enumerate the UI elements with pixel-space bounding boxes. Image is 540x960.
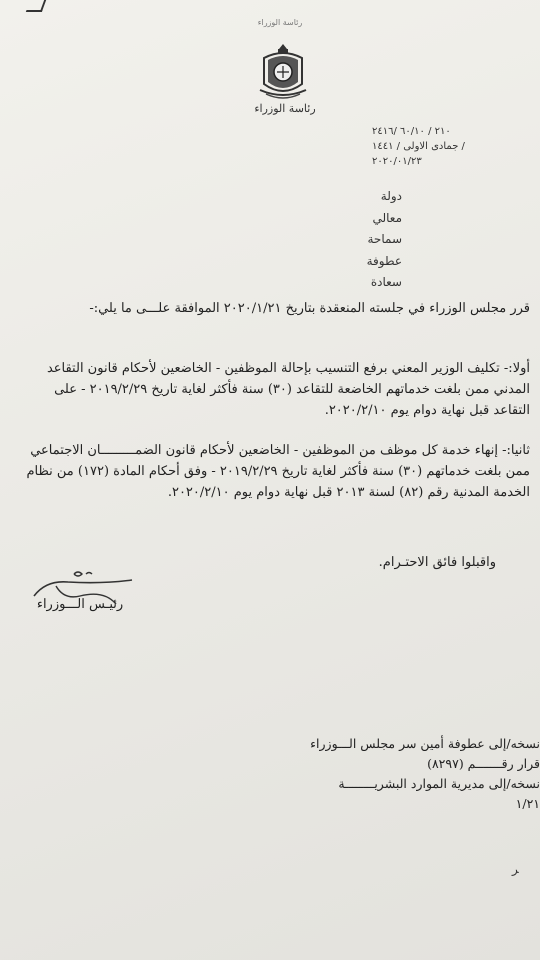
cc-line: قرار رقـــــــم (٨٢٩٧) (427, 756, 540, 771)
cc-line: ١/٢١ (515, 796, 540, 811)
coat-of-arms-icon (256, 40, 310, 102)
addressee-item: سماحة (367, 232, 402, 246)
signatory-title: رئيـس الـــوزراء (36, 597, 124, 612)
handwritten-mark: ﺮ (512, 862, 519, 876)
letterhead-top-text: رئاسة الوزراء (257, 18, 303, 27)
addressee-item: عطوفة (366, 253, 402, 268)
reference-number: ٢١٠ / ٦٠/١٠ /٢٤١٦ (372, 126, 451, 137)
copies-block (240, 734, 540, 814)
item-one-paragraph: أولا:- تكليف الوزير المعني برفع التنسيب بإحالة الموظفين - الخاضعين لأحكام قانون التقاعد المدني ممن بلغت خدماتهم الخاضعة للتقاعد (٣٠) سنة فأكثر لغاية تاريخ ٢٠١٩/٢/٢٩ - على التقاعد قبل نهاية دوام يوم ٢٠٢٠/٢/١٠. (46, 361, 530, 418)
item-two-paragraph: ثانيا:- إنهاء خدمة كل موظف من الموظفين - الخاضعين لأحكام قانون الضمـــــــــان الاجتماعي ممن بلغت خدماتهم (٣٠) سنة فأكثر لغاية تاريخ ٢٠١٩/٢/٢٩ - وفق أحكام المادة (١٧٢) من نظام الخدمة المدنية رقم (٨٢) لسنة ٢٠١٣ قبل نهاية دوام يوم ٢٠٢٠/٢/١٠. (26, 443, 530, 500)
corner-mark (26, 0, 46, 12)
decision-paragraph: قرر مجلس الوزراء في جلسته المنعقدة بتاريخ ٢٠٢٠/١/٢١ الموافقة علـــى ما يلي:- (89, 301, 530, 316)
cc-line: نسخه/إلى عطوفة أمين سر مجلس الـــوزراء (310, 736, 540, 751)
gregorian-date: ٢٠٢٠/٠١/٢٣ (372, 156, 422, 167)
addressee-list (330, 186, 402, 294)
reference-block (372, 124, 532, 169)
hijri-date: / جمادى الاولى / ١٤٤١ (372, 141, 465, 152)
cc-line: نسخه/إلى مديرية الموارد البشريــــــــة (338, 776, 540, 791)
addressee-item: معالي (372, 210, 402, 225)
addressee-item: دولة (380, 189, 402, 203)
handwritten-signature (16, 566, 136, 626)
addressee-item: سعادة (370, 275, 402, 289)
letterhead-title: رئاسة الوزراء (254, 102, 316, 115)
closing-line: واقبلوا فائق الاحتـرام. (378, 555, 496, 570)
